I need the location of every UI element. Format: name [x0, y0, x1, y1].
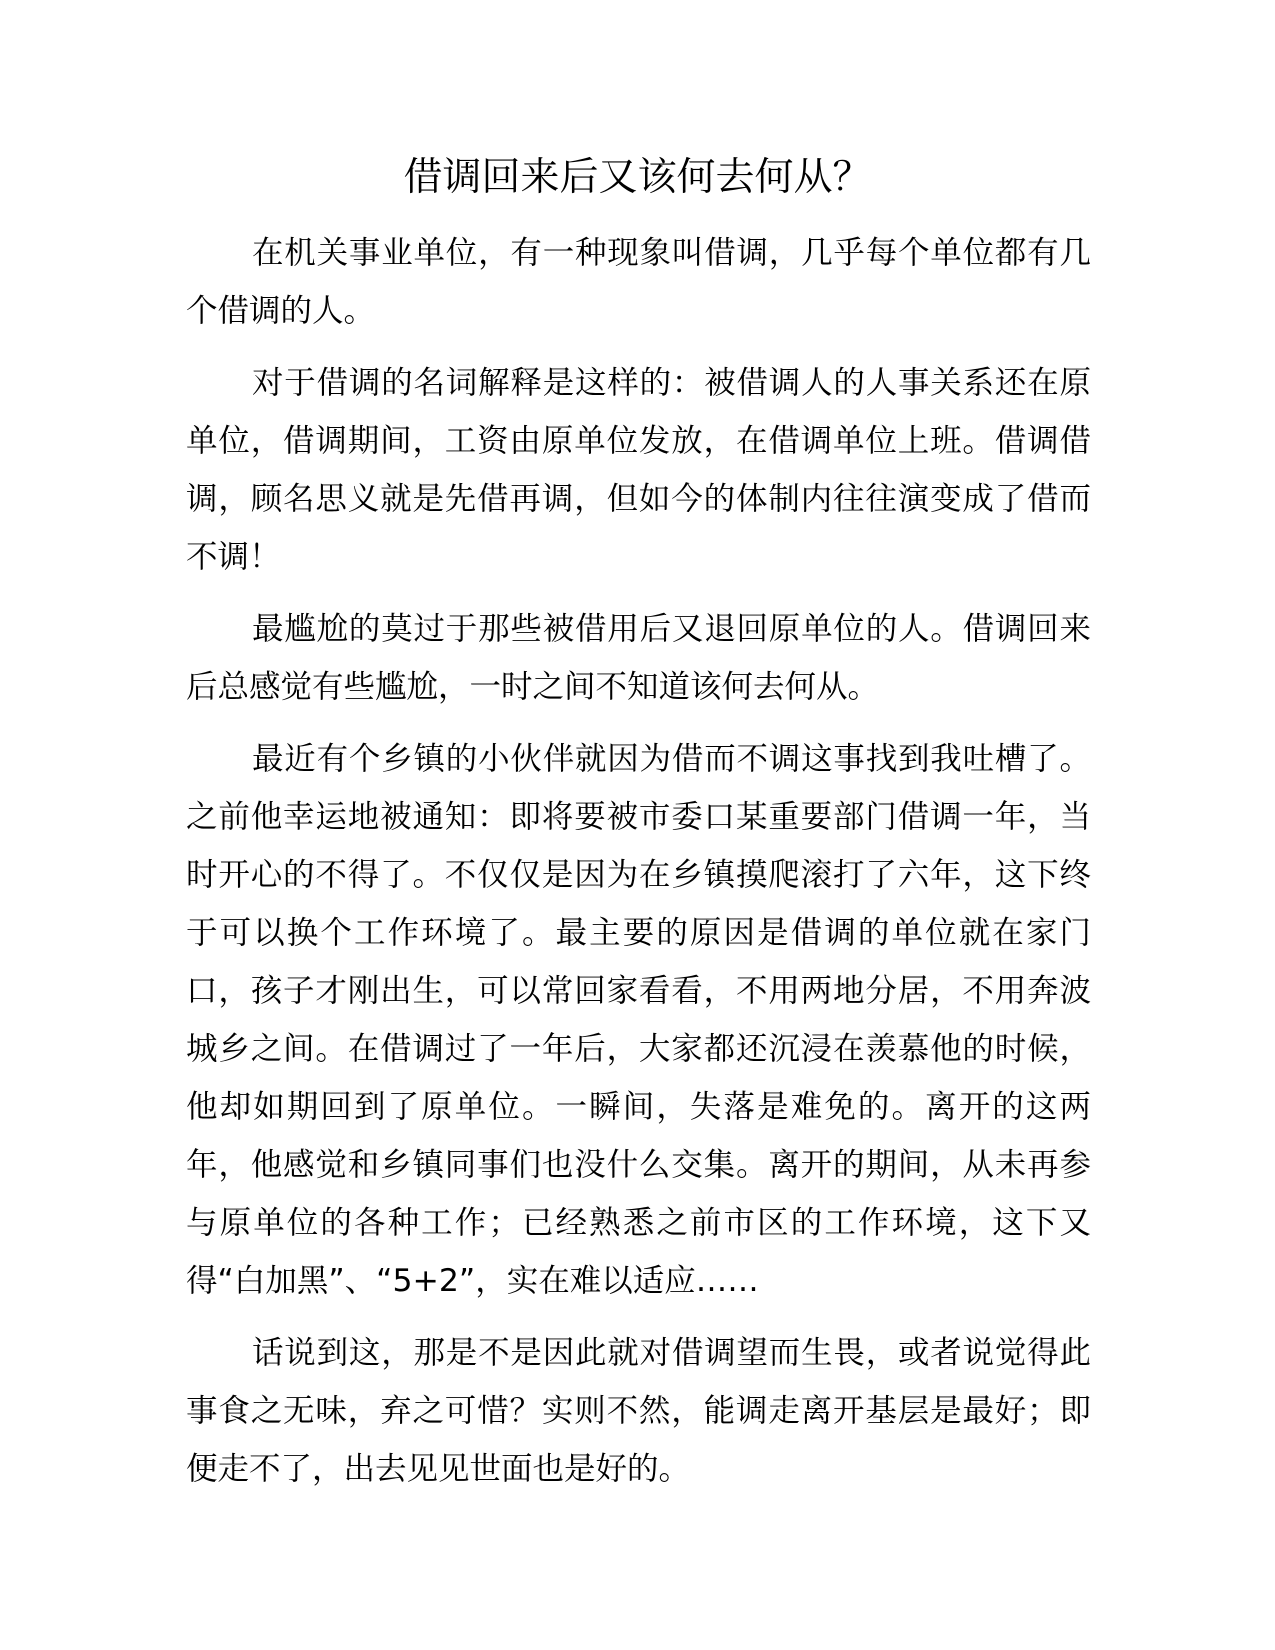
paragraph-2: 对于借调的名词解释是这样的：被借调人的人事关系还在原单位，借调期间，工资由原单位发放，在借调单位上班。借调借调，顾名思义就是先借再调，但如今的体制内往往演变成了借而不调！ — [186, 365, 1091, 575]
document-body — [186, 224, 1091, 1512]
paragraph-4: 最近有个乡镇的小伙伴就因为借而不调这事找到我吐槽了。之前他幸运地被通知：即将要被市委口某重要部门借调一年，当时开心的不得了。不仅仅是因为在乡镇摸爬滚打了六年，这下终于可以换个工作环境了。最主要的原因是借调的单位就在家门口，孩子才刚出生，可以常回家看看，不用两地分居，不用奔波城乡之间。在借调过了一年后，大家都还沉浸在羡慕他的时候，他却如期回到了原单位。一瞬间，失落是难免的。离开的这两年，他感觉和乡镇同事们也没什么交集。离开的期间，从未再参与原单位的各种工作；已经熟悉之前市区的工作环境，这下又得“白加黑”、“5+2”，实在难以适应…… — [186, 741, 1091, 1299]
paragraph-1: 在机关事业单位，有一种现象叫借调，几乎每个单位都有几个借调的人。 — [186, 235, 1091, 329]
paragraph-3: 最尴尬的莫过于那些被借用后又退回原单位的人。借调回来后总感觉有些尴尬，一时之间不知道该何去何从。 — [186, 611, 1091, 705]
paragraph-5: 话说到这，那是不是因此就对借调望而生畏，或者说觉得此事食之无味，弃之可惜？实则不然，能调走离开基层是最好；即便走不了，出去见见世面也是好的。 — [186, 1335, 1091, 1487]
document-title: 借调回来后又该何去何从？ — [403, 155, 872, 200]
